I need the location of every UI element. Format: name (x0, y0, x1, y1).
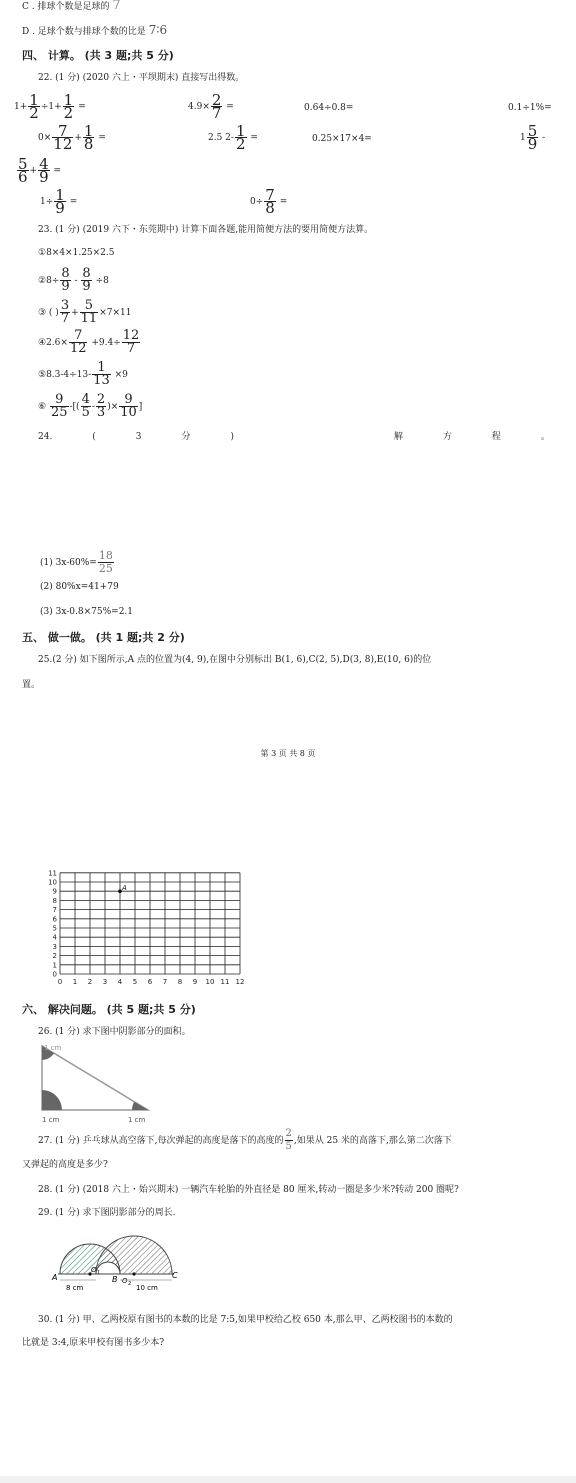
denominator: 9 (55, 199, 65, 217)
denominator: 2 (29, 104, 39, 122)
q24-header-part: 。 (540, 432, 550, 442)
expr-text: 1 (520, 133, 526, 143)
expr-text: ④2.6× (38, 338, 68, 348)
numerator: 7 (69, 330, 88, 343)
fraction (81, 394, 91, 419)
numerator: 7 (265, 186, 275, 204)
denominator: 12 (69, 341, 87, 356)
numerator: 5 (527, 122, 538, 140)
fraction (264, 186, 276, 217)
expr-text: ×9 (114, 370, 128, 380)
label-b: B (112, 1275, 118, 1284)
numerator: 1 (29, 91, 39, 109)
fraction (60, 300, 70, 325)
option-d-ratio: 7∶6 (148, 23, 168, 37)
expr-text: 0÷ (250, 197, 264, 207)
x-tick-label: 9 (192, 978, 198, 986)
y-tick-label: 6 (52, 915, 57, 924)
numerator: 8 (61, 266, 70, 281)
denominator: 10 (120, 405, 137, 420)
denominator: 8 (83, 135, 94, 153)
page-footer-band (0, 1476, 576, 1483)
q23-item-2 (38, 266, 109, 296)
y-tick-label: 0 (52, 970, 57, 979)
expr-text: ⑤8.3-4÷13- (38, 370, 92, 380)
label-bottom-right: 1 cm (128, 1116, 146, 1124)
q22-header: 22. (1 分) (2020 六上・平坝期末) 直接写出得数。 (38, 73, 245, 83)
expr-text: - (74, 276, 78, 286)
option-d (22, 24, 167, 38)
numerator: 1 (235, 122, 246, 140)
denominator: 12 (53, 135, 73, 153)
q22-row1-c: 0.64÷0.8= (304, 103, 354, 113)
q27-text: 27. (1 分) 乒乓球从高空落下,每次弹起的高度是落下的高度的 (38, 1136, 284, 1146)
expr-text: ②8÷ (38, 276, 60, 286)
q24-header-gap (274, 431, 354, 443)
q23-item-1: ①8×4×1.25×2.5 (38, 248, 115, 258)
y-tick-label: 10 (48, 878, 57, 887)
fraction (50, 394, 69, 419)
denominator: 3 (96, 405, 106, 420)
label-bottom-left: 1 cm (42, 1116, 60, 1124)
numerator: 1 (92, 362, 111, 375)
q22-row2-c: 0.25×17×4= (312, 134, 372, 144)
q24-eq-3: (3) 3x-0.8×75%=2.1 (40, 607, 134, 617)
q22-row2-a (38, 123, 106, 153)
fraction (28, 91, 40, 122)
numerator: 9 (119, 394, 138, 407)
q23-item-6 (38, 392, 142, 422)
denominator: 25 (98, 562, 113, 575)
numerator: 4 (81, 392, 90, 407)
expr-text: ×7×11 (99, 308, 132, 318)
label-o2: O (122, 1277, 128, 1285)
q26-triangle-figure (36, 1040, 156, 1126)
page-number: 第 3 页 共 8 页 (260, 749, 316, 758)
numerator: 8 (82, 266, 91, 281)
expr-text: ] (138, 402, 143, 412)
expr-text: - (542, 133, 546, 143)
expr-text: 1+ (14, 102, 28, 112)
numerator: 18 (98, 549, 113, 562)
fraction (38, 155, 50, 186)
q22-row2-d (520, 123, 545, 153)
q23-item-3 (38, 298, 131, 328)
numerator: 3 (60, 298, 70, 313)
q24-eq-1 (40, 548, 115, 578)
expr-text: +9.4÷ (91, 338, 121, 348)
expr-text: + (71, 308, 79, 318)
q30-line-2: 比就是 3:4,原来甲校有图书多少本? (22, 1338, 165, 1348)
expr-text: ⑥ (38, 402, 47, 412)
denominator: 5 (81, 405, 90, 420)
y-tick-label: 5 (52, 924, 57, 933)
option-c-text: C . 排球个数是足球的 (22, 2, 110, 12)
y-tick-label: 1 (52, 961, 57, 970)
expr-text: = (69, 197, 78, 207)
q22-row4-b (250, 187, 287, 217)
fraction (92, 362, 111, 387)
expr-text: ③ ( ) (38, 308, 59, 318)
label-o1-sub: 1 (97, 1270, 101, 1276)
q24-header-part: 分 (181, 432, 191, 442)
q27-line-2: 又弹起的高度是多少? (22, 1160, 108, 1170)
q24-header-part: 方 (442, 432, 452, 442)
q25-line-2: 置。 (22, 680, 41, 690)
q22-row2-b (208, 123, 258, 153)
denominator: 7 (211, 104, 222, 122)
expr-text: ÷8 (95, 276, 109, 286)
expr-text: = (53, 166, 62, 176)
x-tick-label: 0 (57, 978, 63, 986)
numerator: 4 (39, 155, 49, 173)
numerator: 5 (18, 155, 28, 173)
q24-header-part: 3 (135, 432, 142, 442)
x-tick-label: 4 (117, 978, 123, 986)
numerator: 1 (55, 186, 65, 204)
denominator: 13 (93, 373, 110, 388)
expr-text: -[( (69, 402, 80, 412)
q24-header-part: 程 (491, 432, 501, 442)
q23-header: 23. (1 分) (2019 六下・东莞期中) 计算下面各题,能用简便方法的要用简便方法算。 (38, 225, 374, 235)
denominator: 5 (285, 1141, 292, 1152)
x-tick-label: 6 (147, 978, 153, 986)
denominator: 9 (82, 279, 91, 294)
fraction (80, 300, 99, 325)
point-a-label: A (122, 884, 127, 893)
numerator: 2 (96, 392, 106, 407)
expr-text: (1) 3x-60%= (40, 558, 97, 568)
numerator: 2 (211, 91, 222, 109)
fraction (122, 330, 141, 355)
q27-line-1 (38, 1128, 452, 1153)
denominator: 7 (126, 341, 136, 356)
fraction (235, 122, 247, 153)
q22-row1-a (14, 92, 86, 122)
y-tick-label: 11 (48, 869, 57, 878)
y-tick-label: 3 (52, 942, 57, 951)
q22-row4-a (40, 187, 77, 217)
numerator: 2 (285, 1128, 292, 1139)
expr-text: = (279, 197, 288, 207)
x-tick-label: 12 (235, 978, 245, 986)
expr-text: 1÷ (40, 197, 54, 207)
y-tick-label: 9 (52, 887, 57, 896)
fraction (211, 91, 223, 122)
fraction (54, 186, 66, 217)
label-o2-sub: 2 (128, 1281, 132, 1287)
label-a: A (52, 1273, 58, 1282)
option-d-text: D . 足球个数与排球个数的比是 (22, 27, 146, 37)
expr-text: - (91, 402, 95, 412)
section-5-title: 五、 做一做。 (共 1 题;共 2 分) (22, 631, 185, 644)
denominator: 9 (527, 135, 538, 153)
expr-text: + (29, 166, 38, 176)
fraction (81, 268, 91, 293)
q28-text: 28. (1 分) (2018 六上・始兴期末) 一辆汽车轮胎的外直径是 80 厘米,转动一圈是多少米?转动 200 圈呢? (38, 1185, 459, 1195)
expr-text: )× (107, 402, 119, 412)
q29-header: 29. (1 分) 求下图阴影部分的周长. (38, 1208, 176, 1218)
label-o1: O (91, 1266, 97, 1274)
coordinate-grid (40, 862, 255, 992)
x-tick-label: 1 (72, 978, 78, 986)
expr-text: 4.9× (188, 102, 210, 112)
numerator: 12 (122, 328, 140, 343)
fraction (69, 330, 88, 355)
label-c: C (172, 1271, 178, 1280)
denominator: 9 (39, 168, 49, 186)
q24-header (38, 431, 550, 443)
denominator: 6 (18, 168, 28, 186)
q25-line-1: 25.(2 分) 如下图所示,A 点的位置为(4, 9),在图中分别标出 B(1, 6),C(2, 5),D(3, 8),E(10, 6)的位 (38, 655, 432, 665)
expr-text: 2.5 2- (208, 133, 234, 143)
denominator: 11 (80, 311, 98, 326)
expr-text: + (74, 133, 82, 143)
q22-row1-b (188, 92, 234, 122)
y-tick-label: 4 (52, 933, 57, 942)
label-length-2: 10 cm (136, 1284, 158, 1292)
fraction (17, 155, 29, 186)
expr-text: 0× (38, 133, 52, 143)
y-tick-label: 2 (52, 952, 57, 961)
expr-text: = (98, 133, 106, 143)
q30-line-1: 30. (1 分) 甲、乙两校原有图书的本数的比是 7:5,如果甲校给乙校 650 本,那么甲、乙两校图书的本数的 (38, 1315, 453, 1325)
x-tick-label: 2 (87, 978, 93, 986)
fraction (96, 394, 106, 419)
option-c-fraction: 7 (112, 0, 121, 13)
q24-header-part: ) (230, 432, 234, 442)
expr-text: ÷1+ (40, 102, 62, 112)
y-tick-label: 8 (52, 896, 57, 905)
numerator: 7 (52, 125, 73, 138)
x-tick-label: 11 (220, 978, 230, 986)
expr-text: = (226, 102, 234, 112)
fraction (60, 268, 70, 293)
label-length-1: 8 cm (66, 1284, 84, 1292)
x-tick-label: 7 (162, 978, 168, 986)
denominator: 25 (50, 405, 68, 420)
y-tick-label: 7 (52, 906, 57, 915)
label-top: 1 cm (44, 1044, 62, 1052)
point-o2 (132, 1272, 135, 1275)
section-6-title: 六、 解决问题。 (共 5 题;共 5 分) (22, 1003, 196, 1016)
denominator: 2 (235, 135, 246, 153)
numerator: 9 (50, 394, 69, 407)
denominator: 9 (61, 279, 70, 294)
fraction (52, 122, 73, 153)
q24-header-part: 解 (393, 432, 403, 442)
denominator: 7 (60, 311, 70, 326)
q23-item-4 (38, 328, 141, 358)
numerator: 5 (80, 300, 99, 313)
numerator: 1 (63, 91, 74, 109)
fraction (527, 122, 539, 153)
q27-text: ,如果从 25 米的高落下,那么第二次落下 (293, 1136, 452, 1146)
fraction (285, 1128, 293, 1153)
x-tick-label: 5 (132, 978, 138, 986)
q29-semicircle-figure (50, 1228, 190, 1294)
expr-text: = (250, 133, 258, 143)
q24-header-part: 24. (38, 432, 53, 442)
denominator: 8 (265, 199, 275, 217)
q23-item-5 (38, 360, 128, 390)
fraction (98, 550, 114, 575)
q22-row1-d: 0.1÷1%= (508, 103, 552, 113)
x-tick-label: 10 (205, 978, 215, 986)
fraction (63, 91, 75, 122)
q26-header: 26. (1 分) 求下图中阴影部分的面积。 (38, 1027, 191, 1037)
numerator: 1 (83, 122, 94, 140)
fraction (119, 394, 138, 419)
x-tick-label: 3 (102, 978, 108, 986)
denominator: 2 (63, 104, 74, 122)
option-c (22, 0, 121, 13)
x-tick-label: 8 (177, 978, 183, 986)
q22-row3 (16, 156, 61, 186)
expr-text: = (78, 102, 86, 112)
section-4-title: 四、 计算。 (共 3 题;共 5 分) (22, 49, 174, 62)
fraction (83, 122, 95, 153)
q24-header-part: ( (92, 432, 96, 442)
q24-eq-2: (2) 80%x=41+79 (40, 582, 119, 592)
